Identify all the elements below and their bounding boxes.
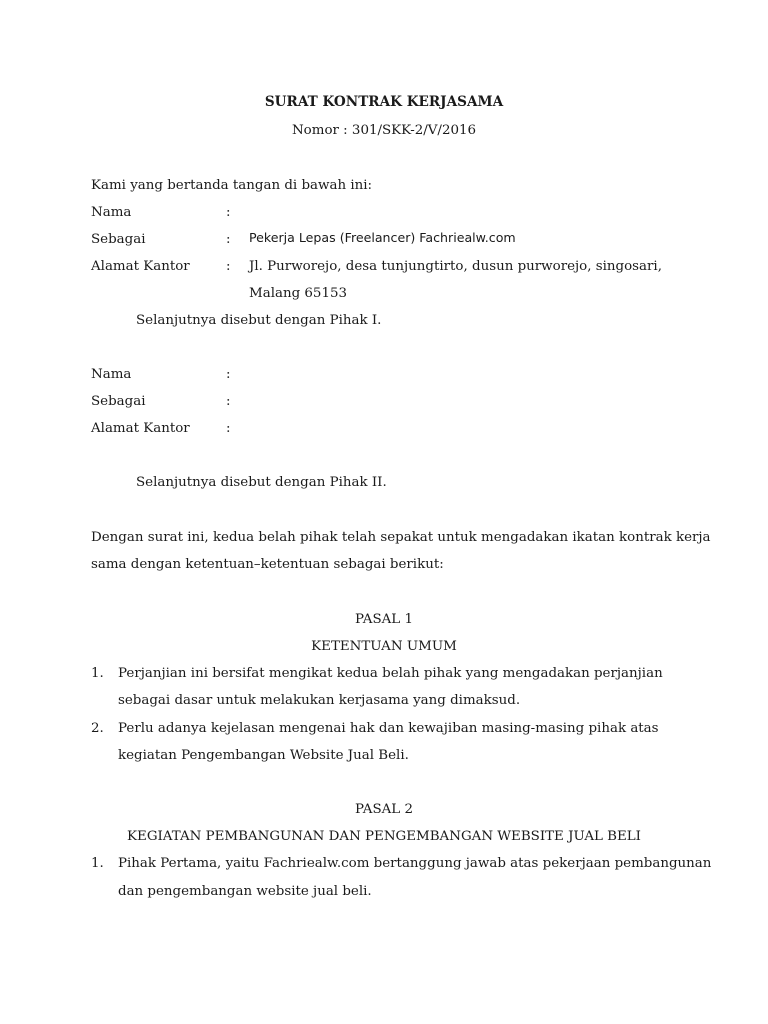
pasal-2-item-1-line-1: Pihak Pertama, yaitu Fachriealw.com bertanggung jawab atas pekerjaan pembangunan — [118, 856, 712, 871]
pasal-1-item-1-line-1: Perjanjian ini bersifat mengikat kedua belah pihak yang mengadakan perjanjian — [118, 666, 663, 681]
party-2-name-colon: : — [226, 367, 231, 382]
document-title: SURAT KONTRAK KERJASAMA — [264, 94, 504, 110]
party-1-name-colon: : — [226, 205, 231, 220]
party-2-role-label: Sebagai — [91, 394, 146, 409]
party-1-address-line-1: Jl. Purworejo, desa tunjungtirto, dusun purworejo, singosari, — [249, 259, 662, 274]
party-1-address-colon: : — [226, 259, 231, 274]
party-2-address-label: Alamat Kantor — [91, 421, 190, 436]
pasal-1-heading: PASAL 1 — [355, 612, 413, 627]
party-1-closing: Selanjutnya disebut dengan Pihak I. — [136, 313, 382, 328]
pasal-1-item-2-line-2: kegiatan Pengembangan Website Jual Beli. — [118, 748, 409, 763]
party-1-name-label: Nama — [91, 205, 132, 220]
party-1-role-label: Sebagai — [91, 232, 146, 247]
agreement-line-1: Dengan surat ini, kedua belah pihak telah sepakat untuk mengadakan ikatan kontrak kerja — [91, 530, 711, 545]
pasal-1-subheading: KETENTUAN UMUM — [311, 639, 457, 654]
agreement-line-2: sama dengan ketentuan–ketentuan sebagai berikut: — [91, 557, 444, 572]
pasal-2-item-1-number: 1. — [91, 856, 104, 871]
party-2-closing: Selanjutnya disebut dengan Pihak II. — [136, 475, 387, 490]
party-2-role-colon: : — [226, 394, 231, 409]
pasal-2-item-1-line-2: dan pengembangan website jual beli. — [118, 884, 372, 899]
party-2-name-label: Nama — [91, 367, 132, 382]
pasal-2-heading: PASAL 2 — [355, 802, 413, 817]
document-number: Nomor : 301/SKK-2/V/2016 — [291, 123, 477, 138]
party-1-address-line-2: Malang 65153 — [249, 286, 348, 301]
pasal-1-item-2-number: 2. — [91, 721, 104, 736]
intro-text: Kami yang bertanda tangan di bawah ini: — [91, 178, 373, 193]
party-2-address-colon: : — [226, 421, 231, 436]
party-1-address-label: Alamat Kantor — [91, 259, 190, 274]
pasal-2-subheading: KEGIATAN PEMBANGUNAN DAN PENGEMBANGAN WEBSITE JUAL BELI — [127, 829, 641, 844]
pasal-1-item-1-number: 1. — [91, 666, 104, 681]
party-1-role-value: Pekerja Lepas (Freelancer) Fachriealw.com — [249, 230, 516, 245]
pasal-1-item-1-line-2: sebagai dasar untuk melakukan kerjasama yang dimaksud. — [118, 693, 521, 708]
party-1-role-colon: : — [226, 232, 231, 247]
pasal-1-item-2-line-1: Perlu adanya kejelasan mengenai hak dan kewajiban masing-masing pihak atas — [118, 721, 659, 736]
